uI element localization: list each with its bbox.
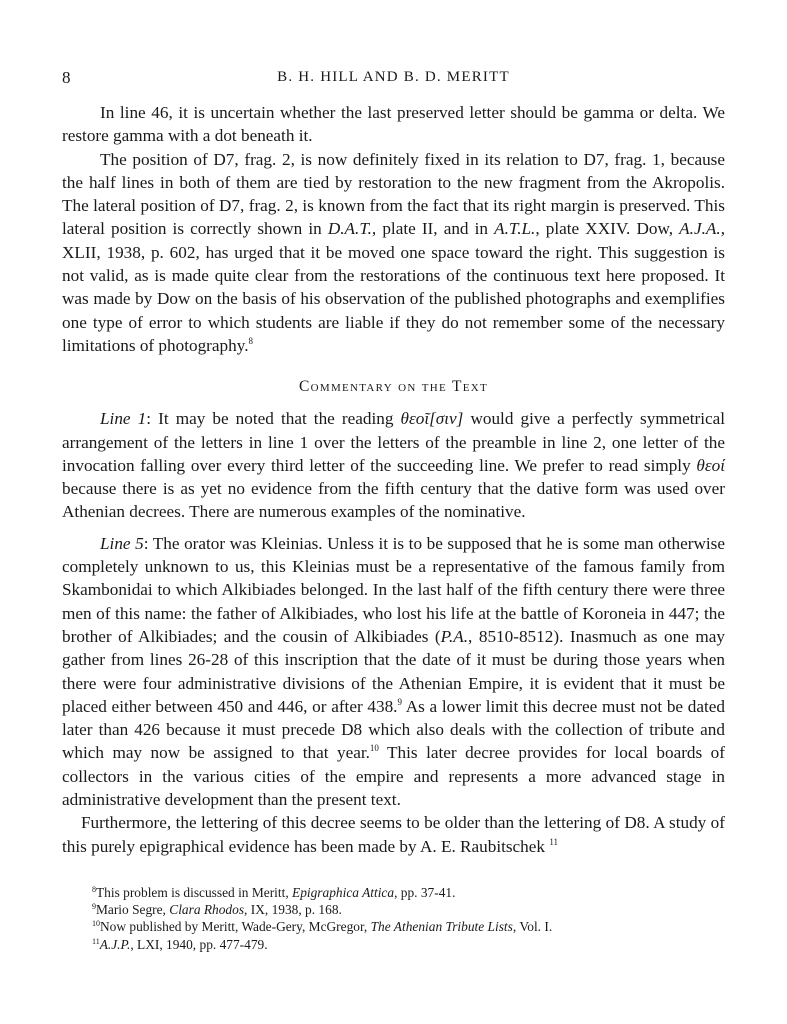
line-5-label: Line 5: [100, 533, 144, 553]
greek-reading-2: θεοί: [696, 455, 725, 475]
running-title: B. H. HILL AND B. D. MERITT: [277, 69, 510, 85]
ref-atl: A.T.L.: [494, 219, 536, 239]
footnote-8: $^8$This problem is discussed in Meritt, Epigraphica Attica, pp. 37-41.: [92, 885, 456, 900]
footnote-9: $^9$Mario Segre, Clara Rhodos, IX, 1938, p. 168.: [92, 902, 342, 918]
ref-aja: A.J.A.: [679, 219, 721, 239]
footnote-11: $^{11}$A.J.P., LXI, 1940, pp. 477-479.: [92, 936, 268, 952]
line-1-label: Line 1: [100, 409, 147, 429]
ref-dat: D.A.T.: [327, 219, 372, 239]
footnote-ref-10: 10: [369, 743, 379, 754]
footnote-ref-11: 11: [549, 836, 558, 847]
paragraph-d7-position: The position of D7, frag. 2, is now definitely fixed in its relation to D7, frag. 1, because the half lines in both of them are tied by restoration to the new fragment from the Akropolis. The lateral position of D7, frag. 2, is known from the fact that its right margin is preserved. This lateral position is correctly shown in D.A.T., plate II, and in A.T.L., plate XXIV. Dow, A.J.A., XLII, 1938, p. 602, has urged that it be moved one space toward the right. This suggestion is not valid, as is made quite clear from the restorations of the continuous text here proposed. It was made by Dow on the basis of his observation of the published photographs and exemplifies one type of error to which students are liable if they do not remember some of the necessary limitations of photography.$^8$: [62, 149, 725, 355]
paragraph-line-46: In line 46, it is uncertain whether the last preserved letter should be gamma or delta. We restore gamma with a dot beneath it.: [62, 103, 725, 146]
paragraph-lettering: Furthermore, the lettering of this decree seems to be older than the lettering of D8. A study of this purely epigraphical evidence has been made by A. E. Raubitschek $^{11}$: [62, 813, 725, 856]
body-text: [62, 101, 725, 858]
footnote-ref-9: 9: [397, 696, 402, 707]
footnotes: [62, 884, 725, 953]
paragraph-line-5: Line 5: The orator was Kleinias. Unless it is to be supposed that he is some man otherwise completely unknown to us, this Kleinias must be a representative of the famous family from Skambonidai to which Alkibiades belonged. In the last half of the fifth century there were three men of this name: the father of Alkibiades, who lost his life at the battle of Koroneia in 447; the brother of Alkibiades; and the cousin of Alkibiades (P.A., 8510-8512). Inasmuch as one may gather from lines 26-28 of this inscription that the date of it must be during those years when there were four administrative divisions of the Athenian Empire, it is evident that it must be placed either between 450 and 446, or after 438.$^9$ As a lower limit this decree must not be dated later than 426 because it must precede D8 which also deals with the collection of tribute and which may now be assigned to that year.$^{10}$ This later decree provides for local boards of collectors in the various cities of the empire and represents a more advanced stage in administrative development than the present text.: [62, 533, 726, 810]
paragraph-line-1: Line 1: It may be noted that the reading θεοῖ[σιν] would give a perfectly symmetrical arrangement of the letters in line 1 over the letters of the preamble in line 2, one letter of the invocation falling over every third letter of the succeeding line. We prefer to read simply θεοί because there is as yet no evidence from the fifth century that the dative form was used over Athenian decrees. There are numerous examples of the nominative.: [62, 409, 725, 522]
section-heading: Commentary on the Text: [298, 378, 489, 396]
footnote-ref-8: 8: [248, 335, 253, 346]
greek-reading-1: θεοῖ[σιν]: [400, 409, 464, 429]
page-header: [62, 68, 725, 92]
page-number: 8: [62, 68, 71, 87]
footnote-10: $^{10}$Now published by Meritt, Wade-Gery, McGregor, The Athenian Tribute Lists, Vol. I.: [92, 919, 553, 935]
ref-pa: P.A.: [440, 626, 469, 646]
